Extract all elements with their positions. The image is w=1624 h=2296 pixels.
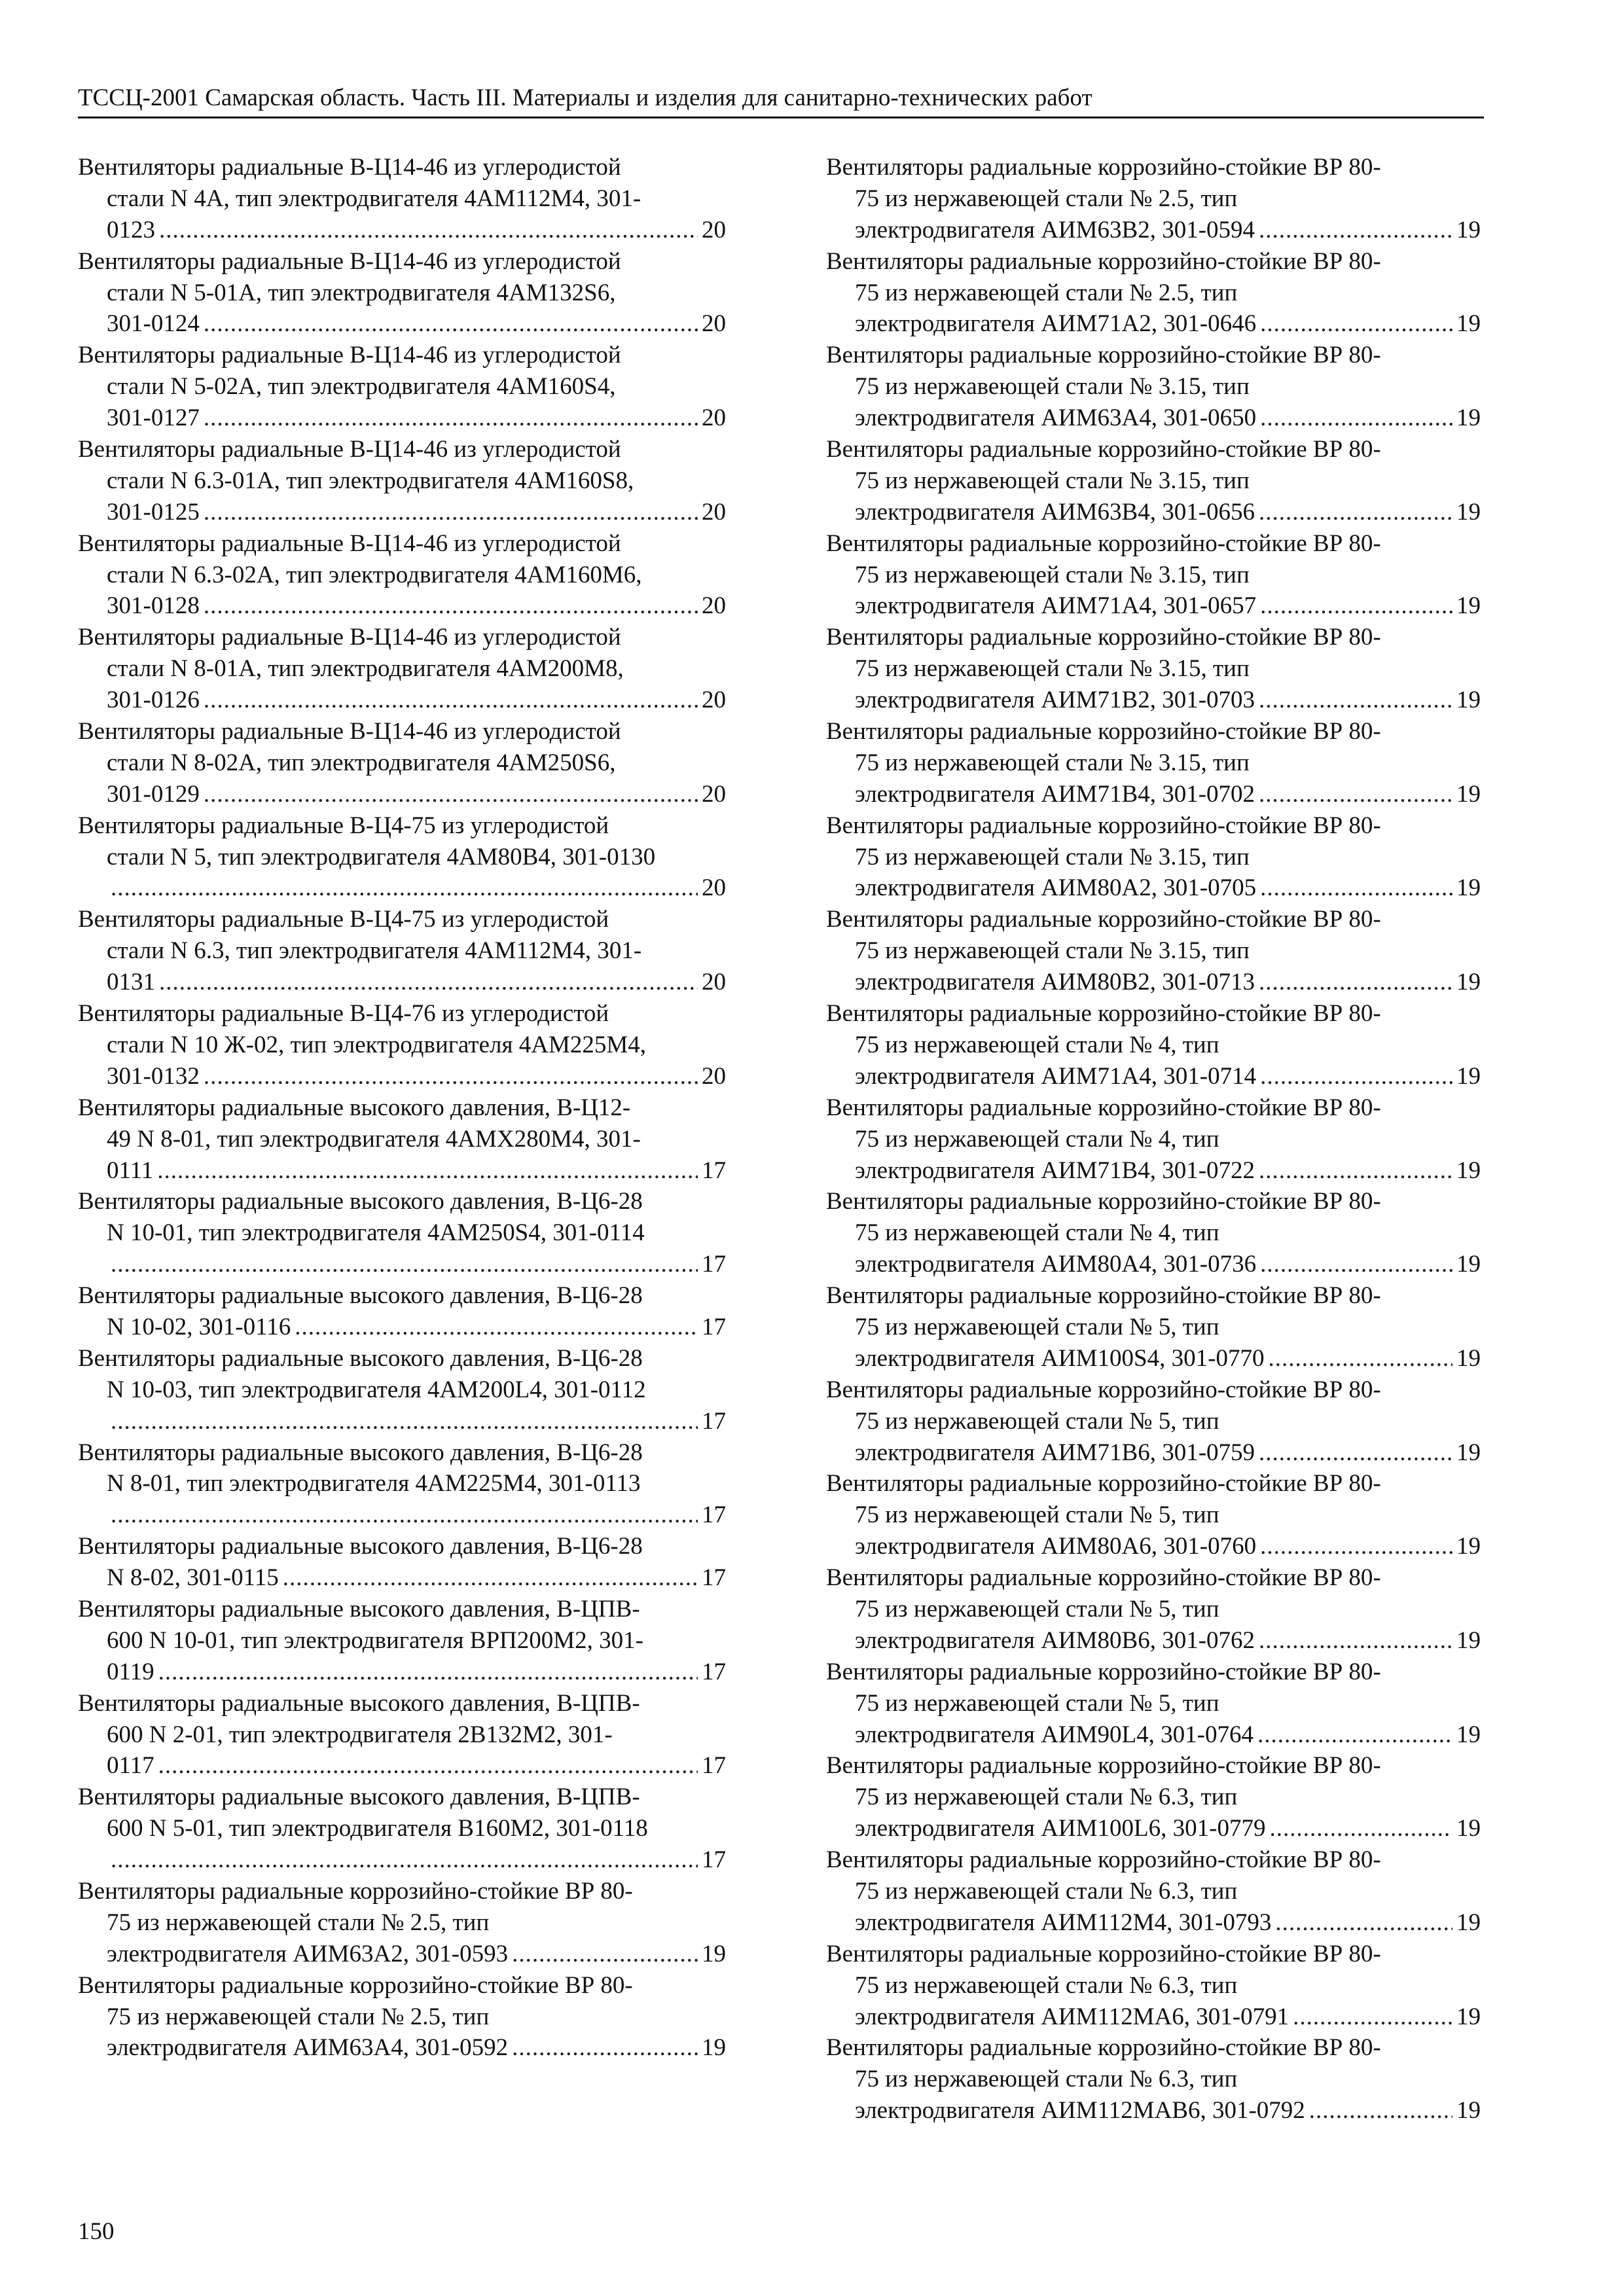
dot-leader <box>1260 590 1453 622</box>
index-entry-line: электродвигателя АИМ71А4, 301-0714 <box>855 1062 1257 1090</box>
index-entry-line: Вентиляторы радиальные коррозийно-стойкие ВР 80- <box>826 812 1381 839</box>
index-entry-page: 19 <box>1456 592 1481 620</box>
index-entry-line: стали N 6.3-02А, тип электродвигателя 4АМ160М6, <box>107 561 642 588</box>
index-entry-line: Вентиляторы радиальные коррозийно-стойкие ВР 80- <box>826 154 1381 181</box>
index-entry-line: электродвигателя АИМ63А4, 301-0592 <box>107 2034 509 2062</box>
index-entry-leader-line <box>78 1061 726 1092</box>
index-entry-line: 75 из нержавеющей стали № 6.3, тип <box>855 1971 1238 1999</box>
index-entry-page: 19 <box>1456 216 1481 243</box>
index-entry-line: электродвигателя АИМ80А6, 301-0760 <box>855 1533 1257 1560</box>
index-entry-line: 75 из нержавеющей стали № 3.15, тип <box>855 655 1250 683</box>
index-entry-line: 75 из нержавеющей стали № 3.15, тип <box>855 561 1250 588</box>
index-entry-line: 75 из нержавеющей стали № 3.15, тип <box>855 937 1250 965</box>
index-entry-page: 19 <box>1456 1157 1481 1184</box>
index-entry-leader-line <box>826 1531 1481 1562</box>
index-entry-page: 20 <box>702 874 726 902</box>
index-entry <box>78 1531 726 1594</box>
index-entry-line: электродвигателя АИМ100S4, 301-0770 <box>855 1344 1265 1372</box>
index-entry-page: 20 <box>702 404 726 432</box>
dot-leader <box>111 1499 698 1531</box>
dot-leader <box>1259 215 1453 246</box>
index-entry-line: Вентиляторы радиальные В-Ц14-46 из углеродистой <box>78 436 621 463</box>
index-entry-line: Вентиляторы радиальные коррозийно-стойкие ВР 80- <box>826 529 1381 557</box>
index-entry <box>78 1437 726 1532</box>
index-entry-page: 19 <box>1456 1533 1481 1560</box>
index-entry-line: 301-0129 <box>107 780 200 808</box>
index-entry-line: 75 из нержавеющей стали № 2.5, тип <box>107 2003 490 2030</box>
index-entry-line: Вентиляторы радиальные В-Ц14-46 из углеродистой <box>78 529 621 557</box>
index-entry <box>78 1970 726 2064</box>
index-entry-page: 17 <box>702 1752 726 1780</box>
dot-leader <box>1260 872 1453 904</box>
index-entry <box>78 998 726 1092</box>
index-entry-line: 75 из нержавеющей стали № 5, тип <box>855 1313 1219 1340</box>
index-entry-line: Вентиляторы радиальные высокого давления, В-ЦПВ- <box>78 1784 640 1811</box>
index-entry-line: 75 из нержавеющей стали № 5, тип <box>855 1501 1219 1529</box>
index-entry-line: 75 из нержавеющей стали № 3.15, тип <box>855 843 1250 870</box>
index-entry-page: 17 <box>702 1407 726 1435</box>
index-entry <box>826 904 1481 998</box>
index-entry-line: 301-0128 <box>107 592 200 620</box>
index-entry-page: 19 <box>1456 687 1481 714</box>
index-entry <box>826 716 1481 810</box>
index-entry-leader-line <box>78 215 726 246</box>
index-entry-leader-line <box>78 403 726 434</box>
index-entry <box>826 1280 1481 1374</box>
index-entry-line: Вентиляторы радиальные коррозийно-стойкие ВР 80- <box>826 1188 1381 1215</box>
index-entry-line: 0111 <box>107 1157 154 1184</box>
dot-leader <box>1260 1249 1453 1280</box>
index-entry-line: 301-0126 <box>107 687 200 714</box>
index-entry-line: Вентиляторы радиальные высокого давления, В-Ц6-28 <box>78 1188 643 1215</box>
index-entry-line: 75 из нержавеющей стали № 2.5, тип <box>855 279 1238 306</box>
index-entry-page: 17 <box>702 1564 726 1592</box>
index-entry-leader-line <box>78 779 726 810</box>
index-entry-leader-line <box>78 1312 726 1343</box>
index-entry-line: 301-0124 <box>107 310 200 338</box>
index-entry-line: Вентиляторы радиальные В-Ц14-46 из углеродистой <box>78 718 621 745</box>
index-entry <box>826 998 1481 1092</box>
index-entry-line: Вентиляторы радиальные коррозийно-стойкие ВР 80- <box>826 1752 1381 1780</box>
index-entry-line: Вентиляторы радиальные коррозийно-стойкие ВР 80- <box>826 2034 1381 2062</box>
index-entry-line: электродвигателя АИМ80В2, 301-0713 <box>855 969 1255 996</box>
index-entry-line: N 10-03, тип электродвигателя 4АМ200L4, 301-0112 <box>107 1376 646 1403</box>
index-entry-line: электродвигателя АИМ63В2, 301-0594 <box>855 216 1255 243</box>
dot-leader <box>1259 779 1453 810</box>
index-entry-page: 19 <box>1456 404 1481 432</box>
index-entry-line: стали N 8-01А, тип электродвигателя 4АМ200М8, <box>107 655 624 683</box>
dot-leader <box>1260 1531 1453 1562</box>
page-header: ТССЦ-2001 Самарская область. Часть III. Материалы и изделия для санитарно-технических работ <box>78 84 1484 118</box>
dot-leader <box>1293 2001 1453 2033</box>
index-entry-line: электродвигателя АИМ80В6, 301-0762 <box>855 1626 1255 1654</box>
index-entry-line: Вентиляторы радиальные коррозийно-стойкие ВР 80- <box>826 1000 1381 1028</box>
index-entry <box>78 1688 726 1782</box>
index-entry-leader-line <box>78 1406 726 1437</box>
dot-leader <box>157 1155 698 1187</box>
index-entry-line: стали N 6.3-01А, тип электродвигателя 4АМ160S8, <box>107 467 634 494</box>
index-entry <box>826 340 1481 434</box>
index-entry-line: Вентиляторы радиальные высокого давления, В-Ц6-28 <box>78 1282 643 1310</box>
dot-leader <box>1309 2095 1453 2126</box>
index-entry-line: Вентиляторы радиальные коррозийно-стойкие ВР 80- <box>826 718 1381 745</box>
index-entry-leader-line <box>78 497 726 528</box>
index-entry-line: электродвигателя АИМ63В4, 301-0656 <box>855 498 1255 526</box>
index-entry-line: Вентиляторы радиальные коррозийно-стойкие ВР 80- <box>826 1470 1381 1498</box>
index-entry-line: Вентиляторы радиальные коррозийно-стойкие ВР 80- <box>826 1564 1381 1592</box>
index-entry-line: 0119 <box>107 1658 154 1685</box>
index-entry-leader-line <box>826 779 1481 810</box>
index-entry-page: 20 <box>702 498 726 526</box>
index-entry-page: 20 <box>702 687 726 714</box>
index-entry-line: электродвигателя АИМ71В4, 301-0702 <box>855 780 1255 808</box>
index-entry-line: Вентиляторы радиальные высокого давления, В-Ц6-28 <box>78 1344 643 1372</box>
index-entry <box>826 1939 1481 2033</box>
index-entry-leader-line <box>826 1907 1481 1939</box>
index-entry-line: электродвигателя АИМ71А2, 301-0646 <box>855 310 1257 338</box>
index-entry-line: 75 из нержавеющей стали № 4, тип <box>855 1031 1219 1058</box>
index-entry-line: Вентиляторы радиальные коррозийно-стойкие ВР 80- <box>826 1376 1381 1403</box>
index-entry-leader-line <box>826 1813 1481 1844</box>
index-entry-page: 20 <box>702 216 726 243</box>
index-entry-line: электродвигателя АИМ63А4, 301-0650 <box>855 404 1257 432</box>
index-entry-line: 75 из нержавеющей стали № 3.15, тип <box>855 373 1250 401</box>
index-entry-line: Вентиляторы радиальные коррозийно-стойкие ВР 80- <box>826 1282 1381 1310</box>
index-entry-line: Вентиляторы радиальные коррозийно-стойкие ВР 80- <box>826 247 1381 275</box>
index-entry <box>826 1186 1481 1280</box>
index-entry-leader-line <box>826 2001 1481 2033</box>
index-entry-page: 19 <box>1456 1626 1481 1654</box>
dot-leader <box>111 872 698 904</box>
dot-leader <box>111 1844 698 1876</box>
index-entry-leader-line <box>78 1750 726 1782</box>
index-entry-line: стали N 5-02А, тип электродвигателя 4АМ160S4, <box>107 373 616 401</box>
index-entry-line: Вентиляторы радиальные коррозийно-стойкие ВР 80- <box>826 1094 1381 1121</box>
index-entry-leader-line <box>78 872 726 904</box>
index-entry-leader-line <box>78 1155 726 1187</box>
index-entry <box>826 1468 1481 1562</box>
index-entry-line: стали N 10 Ж-02, тип электродвигателя 4АМ225М4, <box>107 1031 646 1058</box>
index-entry <box>78 528 726 622</box>
index-entry <box>826 1750 1481 1844</box>
index-entry-leader-line <box>826 403 1481 434</box>
index-entry-leader-line <box>78 590 726 622</box>
index-entry-line: стали N 5, тип электродвигателя 4АМ80В4, 301-0130 <box>107 843 656 870</box>
index-entry-page: 19 <box>1456 310 1481 338</box>
index-entry <box>78 1343 726 1437</box>
index-entry-line: стали N 5-01А, тип электродвигателя 4АМ132S6, <box>107 279 616 306</box>
dot-leader <box>204 403 698 434</box>
index-entry-page: 17 <box>702 1251 726 1278</box>
index-entry-line: 600 N 5-01, тип электродвигателя В160М2, 301-0118 <box>107 1815 648 1842</box>
index-entry-page: 20 <box>702 1062 726 1090</box>
index-entry-leader-line <box>826 685 1481 716</box>
index-entry <box>78 622 726 716</box>
index-entry-line: Вентиляторы радиальные коррозийно-стойкие ВР 80- <box>826 436 1381 463</box>
index-entry-leader-line <box>78 1939 726 1970</box>
index-entry-line: Вентиляторы радиальные коррозийно-стойкие ВР 80- <box>826 906 1381 933</box>
index-entry-line: Вентиляторы радиальные высокого давления, В-ЦПВ- <box>78 1595 640 1623</box>
index-entry-leader-line <box>78 2032 726 2064</box>
dot-leader <box>1259 1625 1453 1657</box>
index-entry-line: 301-0127 <box>107 404 200 432</box>
index-entry-line: стали N 4А, тип электродвигателя 4АМ112М4, 301- <box>107 185 641 212</box>
index-entry-page: 19 <box>1456 2097 1481 2125</box>
index-entry <box>826 810 1481 905</box>
index-entry-line: 301-0125 <box>107 498 200 526</box>
index-entry-leader-line <box>826 1343 1481 1374</box>
dot-leader <box>1259 1437 1453 1469</box>
index-entry-line: Вентиляторы радиальные коррозийно-стойкие ВР 80- <box>826 1658 1381 1685</box>
index-entry-page: 17 <box>702 1157 726 1184</box>
index-entry-line: 75 из нержавеющей стали № 3.15, тип <box>855 749 1250 776</box>
index-entry-line: 0123 <box>107 216 155 243</box>
index-entry-leader-line <box>826 215 1481 246</box>
dot-leader <box>1259 967 1453 998</box>
index-entry-leader-line <box>78 308 726 340</box>
index-entry <box>78 434 726 528</box>
index-entry-line: электродвигателя АИМ71В2, 301-0703 <box>855 687 1255 714</box>
index-entry-line: 49 N 8-01, тип электродвигателя 4АМХ280М4, 301- <box>107 1125 641 1153</box>
index-entry <box>826 434 1481 528</box>
index-entry-leader-line <box>826 590 1481 622</box>
index-entry-line: N 10-02, 301-0116 <box>107 1313 291 1340</box>
index-entry-line: стали N 6.3, тип электродвигателя 4АМ112М4, 301- <box>107 937 642 965</box>
dot-leader <box>512 2032 698 2064</box>
index-entry-leader-line <box>78 1844 726 1876</box>
dot-leader <box>204 779 698 810</box>
dot-leader <box>204 497 698 528</box>
index-entry-page: 17 <box>702 1658 726 1685</box>
index-entry-line: электродвигателя АИМ112МА6, 301-0791 <box>855 2003 1290 2030</box>
dot-leader <box>1268 1343 1453 1374</box>
index-entry-line: электродвигателя АИМ71А4, 301-0657 <box>855 592 1257 620</box>
index-entry-line: 0117 <box>107 1752 154 1780</box>
index-entry-leader-line <box>826 497 1481 528</box>
index-entry-line: Вентиляторы радиальные коррозийно-стойкие ВР 80- <box>826 1846 1381 1874</box>
index-entry-leader-line <box>78 1562 726 1594</box>
index-entry-leader-line <box>826 1719 1481 1751</box>
index-entry-line: электродвигателя АИМ112М4, 301-0793 <box>855 1909 1272 1936</box>
page-number: 150 <box>78 2218 115 2245</box>
index-entry-line: Вентиляторы радиальные В-Ц14-46 из углеродистой <box>78 342 621 369</box>
index-entry-page: 19 <box>1456 498 1481 526</box>
index-entry-page: 19 <box>1456 1344 1481 1372</box>
index-entry-page: 20 <box>702 969 726 996</box>
index-entry-leader-line <box>78 685 726 716</box>
index-entry-page: 19 <box>1456 874 1481 902</box>
index-entry-line: 301-0132 <box>107 1062 200 1090</box>
dot-leader <box>1260 403 1453 434</box>
dot-leader <box>1269 1813 1453 1844</box>
index-entry <box>78 716 726 810</box>
index-entry-line: электродвигателя АИМ63А2, 301-0593 <box>107 1940 509 1967</box>
index-entry-page: 19 <box>1456 969 1481 996</box>
dot-leader <box>204 1061 698 1092</box>
index-entry-line: 75 из нержавеющей стали № 5, тип <box>855 1407 1219 1435</box>
index-entry-leader-line <box>78 1249 726 1280</box>
index-entry-line: электродвигателя АИМ100L6, 301-0779 <box>855 1815 1266 1842</box>
index-entry <box>78 904 726 998</box>
dot-leader <box>1260 308 1453 340</box>
index-entry-line: Вентиляторы радиальные В-Ц14-46 из углеродистой <box>78 624 621 651</box>
index-entry-line: электродвигателя АИМ80А2, 301-0705 <box>855 874 1257 902</box>
index-entry <box>826 1844 1481 1939</box>
index-entry-line: 75 из нержавеющей стали № 2.5, тип <box>855 185 1238 212</box>
index-entry <box>78 246 726 340</box>
dot-leader <box>158 1657 698 1688</box>
index-entry <box>78 1280 726 1343</box>
index-entry-leader-line <box>826 1625 1481 1657</box>
index-entry-line: электродвигателя АИМ80А4, 301-0736 <box>855 1251 1257 1278</box>
index-entry-line: электродвигателя АИМ90L4, 301-0764 <box>855 1721 1254 1748</box>
dot-leader <box>283 1562 698 1594</box>
index-entry-line: 75 из нержавеющей стали № 3.15, тип <box>855 467 1250 494</box>
index-entry-page: 20 <box>702 310 726 338</box>
index-entry-line: Вентиляторы радиальные высокого давления, В-ЦПВ- <box>78 1689 640 1717</box>
index-entry-line: 0131 <box>107 969 155 996</box>
index-entry-line: 75 из нержавеющей стали № 2.5, тип <box>107 1909 490 1936</box>
index-entry-line: Вентиляторы радиальные В-Ц4-76 из углеродистой <box>78 1000 609 1028</box>
index-entry-line: 75 из нержавеющей стали № 5, тип <box>855 1595 1219 1623</box>
index-entry <box>826 152 1481 246</box>
index-entry-line: Вентиляторы радиальные В-Ц4-75 из углеродистой <box>78 812 609 839</box>
index-entry-line: 75 из нержавеющей стали № 4, тип <box>855 1219 1219 1247</box>
index-entry <box>826 246 1481 340</box>
index-entry-leader-line <box>78 1499 726 1531</box>
index-entry-line: N 10-01, тип электродвигателя 4АМ250S4, 301-0114 <box>107 1219 645 1247</box>
index-entry-line: 600 N 10-01, тип электродвигателя ВРП200М2, 301- <box>107 1626 643 1654</box>
index-entry-page: 19 <box>702 1940 726 1967</box>
index-entry <box>826 1657 1481 1751</box>
index-entry-leader-line <box>826 2095 1481 2126</box>
dot-leader <box>111 1406 698 1437</box>
index-entry-leader-line <box>826 872 1481 904</box>
index-entry-line: 75 из нержавеющей стали № 6.3, тип <box>855 1784 1238 1811</box>
index-entry-leader-line <box>826 1437 1481 1469</box>
index-entry <box>826 1374 1481 1469</box>
index-entry-page: 19 <box>1456 780 1481 808</box>
index-entry-page: 19 <box>1456 1909 1481 1936</box>
index-entry-line: Вентиляторы радиальные В-Ц14-46 из углеродистой <box>78 154 621 181</box>
index-entry-line: N 8-02, 301-0115 <box>107 1564 279 1592</box>
index-entry <box>826 622 1481 716</box>
dot-leader <box>159 967 698 998</box>
index-entry <box>826 1562 1481 1657</box>
dot-leader <box>111 1249 698 1280</box>
index-entry <box>78 1092 726 1187</box>
dot-leader <box>1259 1155 1453 1187</box>
dot-leader <box>295 1312 698 1343</box>
index-entry-line: электродвигателя АИМ112МАВ6, 301-0792 <box>855 2097 1305 2125</box>
index-entry-line: 75 из нержавеющей стали № 6.3, тип <box>855 2066 1238 2093</box>
index-entry-line: Вентиляторы радиальные коррозийно-стойкие ВР 80- <box>78 1971 633 1999</box>
index-entry-leader-line <box>826 1249 1481 1280</box>
index-entry-leader-line <box>826 308 1481 340</box>
index-entry-line: 600 N 2-01, тип электродвигателя 2В132М2, 301- <box>107 1721 613 1748</box>
index-entry-page: 17 <box>702 1846 726 1874</box>
dot-leader <box>204 685 698 716</box>
index-entry-page: 19 <box>1456 1815 1481 1842</box>
index-entry-leader-line <box>78 967 726 998</box>
index-entry-line: электродвигателя АИМ71В4, 301-0722 <box>855 1157 1255 1184</box>
index-entry-line: Вентиляторы радиальные коррозийно-стойкие ВР 80- <box>826 1940 1381 1967</box>
index-entry-line: Вентиляторы радиальные В-Ц4-75 из углеродистой <box>78 906 609 933</box>
index-entry-page: 19 <box>1456 1062 1481 1090</box>
index-entry-page: 17 <box>702 1313 726 1340</box>
index-entry-line: стали N 8-02А, тип электродвигателя 4АМ250S6, <box>107 749 616 776</box>
index-entry <box>78 1876 726 1970</box>
index-entry-page: 19 <box>702 2034 726 2062</box>
index-entry-line: электродвигателя АИМ71В6, 301-0759 <box>855 1439 1255 1466</box>
index-entry-line: 75 из нержавеющей стали № 4, тип <box>855 1125 1219 1153</box>
index-entry-line: 75 из нержавеющей стали № 6.3, тип <box>855 1877 1238 1905</box>
dot-leader <box>159 215 698 246</box>
index-entry <box>78 1186 726 1280</box>
index-entry-leader-line <box>78 1657 726 1688</box>
index-entry <box>78 810 726 905</box>
dot-leader <box>1257 1719 1453 1751</box>
index-column-right <box>826 152 1481 2126</box>
dot-leader <box>204 308 698 340</box>
index-entry-leader-line <box>826 1061 1481 1092</box>
index-entry-line: N 8-01, тип электродвигателя 4АМ225М4, 301-0113 <box>107 1470 641 1498</box>
index-entry-line: Вентиляторы радиальные коррозийно-стойкие ВР 80- <box>826 342 1381 369</box>
dot-leader <box>204 590 698 622</box>
index-entry-page: 17 <box>702 1501 726 1529</box>
index-entry-leader-line <box>826 967 1481 998</box>
index-entry-line: Вентиляторы радиальные В-Ц14-46 из углеродистой <box>78 247 621 275</box>
dot-leader <box>1260 1061 1453 1092</box>
index-entry <box>78 152 726 246</box>
index-entry-line: 75 из нержавеющей стали № 5, тип <box>855 1689 1219 1717</box>
index-entry-leader-line <box>826 1155 1481 1187</box>
index-entry-page: 20 <box>702 780 726 808</box>
dot-leader <box>1259 497 1453 528</box>
index-column-left <box>78 152 726 2064</box>
index-entry-page: 19 <box>1456 1439 1481 1466</box>
dot-leader <box>512 1939 698 1970</box>
index-entry-line: Вентиляторы радиальные высокого давления, В-Ц6-28 <box>78 1439 643 1466</box>
index-entry <box>78 1594 726 1688</box>
index-entry <box>826 528 1481 622</box>
dot-leader <box>158 1750 698 1782</box>
index-entry-page: 19 <box>1456 2003 1481 2030</box>
index-entry-line: Вентиляторы радиальные высокого давления, В-Ц6-28 <box>78 1533 643 1560</box>
dot-leader <box>1259 685 1453 716</box>
index-entry <box>78 1782 726 1876</box>
index-entry <box>826 2032 1481 2126</box>
dot-leader <box>1275 1907 1453 1939</box>
index-entry-line: Вентиляторы радиальные высокого давления, В-Ц12- <box>78 1094 631 1121</box>
index-entry <box>826 1092 1481 1187</box>
index-entry-line: Вентиляторы радиальные коррозийно-стойкие ВР 80- <box>826 624 1381 651</box>
index-entry <box>78 340 726 434</box>
index-entry-line: Вентиляторы радиальные коррозийно-стойкие ВР 80- <box>78 1877 633 1905</box>
index-entry-page: 19 <box>1456 1251 1481 1278</box>
index-entry-page: 20 <box>702 592 726 620</box>
index-entry-page: 19 <box>1456 1721 1481 1748</box>
